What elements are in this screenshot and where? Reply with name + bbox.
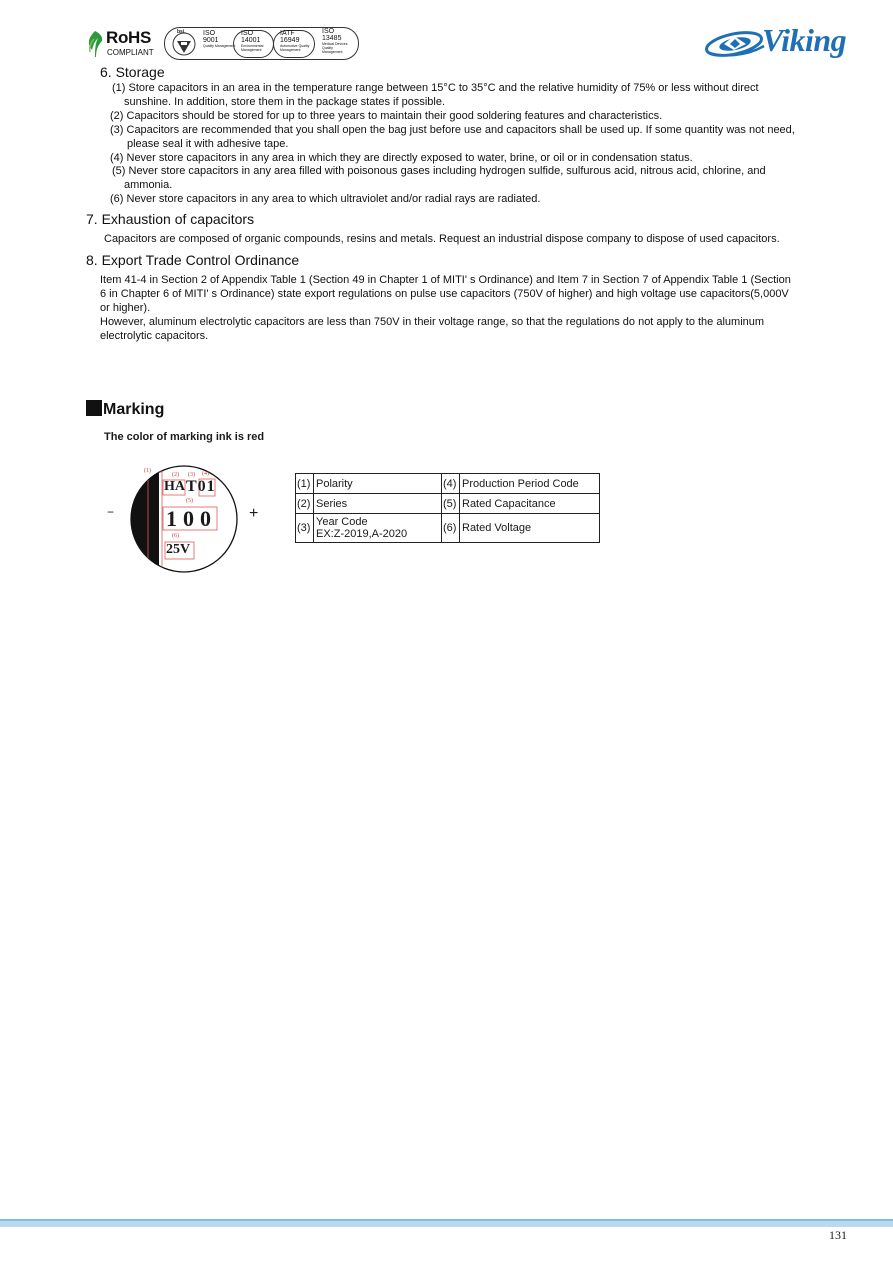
export-line-5: electrolytic capacitors. <box>100 330 209 342</box>
table-cell: (2) <box>296 494 314 514</box>
table-cell: Year Code EX:Z-2019,A-2020 <box>314 514 442 543</box>
table-cell: (4) <box>442 474 460 494</box>
table-cell: Polarity <box>314 474 442 494</box>
export-line-1: Item 41-4 in Section 2 of Appendix Table 1 (Section 49 in Chapter 1 of MITI' s Ordinance) and Item 7 in Section 7 of Appendix Table 1 (Section <box>100 274 791 286</box>
export-line-4: However, aluminum electrolytic capacitors are less than 750V in their voltage range, so that the regulations do not apply to the aluminum <box>100 316 765 328</box>
storage-item-5-cont: ammonia. <box>124 179 173 191</box>
table-cell: Production Period Code <box>460 474 600 494</box>
period-code: T01 <box>186 478 216 495</box>
marking-legend-table <box>295 473 600 543</box>
exhaustion-text: Capacitors are composed of organic compounds, resins and metals. Request an industrial dispose company to dispose of used capacitors. <box>104 233 780 245</box>
page-number: 131 <box>829 1228 847 1242</box>
storage-item-3-cont: please seal it with adhesive tape. <box>127 138 289 150</box>
leaf-icon <box>86 30 104 58</box>
footer-band <box>0 1219 893 1227</box>
storage-item-1: (1) Store capacitors in an area in the temperature range between 15°C to 35°C and the relative humidity of 75% or less without direct <box>112 82 759 94</box>
rohs-badge <box>86 28 166 60</box>
capacitance-code: 100 <box>166 506 217 531</box>
table-cell: (3) <box>296 514 314 543</box>
capacitor-marking-diagram <box>104 462 269 577</box>
minus-sign: − <box>107 505 115 519</box>
viking-logo <box>702 22 852 62</box>
table-row <box>296 474 600 494</box>
plus-sign: + <box>249 505 259 522</box>
export-line-3: or higher). <box>100 302 151 314</box>
storage-item-6: (6) Never store capacitors in any area to which ultraviolet and/or radial rays are radiated. <box>110 193 541 205</box>
cert-iso-13485: ISO 13485 Medical Devices Quality Management <box>322 28 348 54</box>
table-row <box>296 494 600 514</box>
callout-6: (6) <box>172 533 179 539</box>
voltage-code: 25V <box>166 542 191 557</box>
table-cell: Rated Voltage <box>460 514 600 543</box>
cert-iso-14001: ISO 14001 Environmental Management <box>241 30 264 52</box>
table-cell: (1) <box>296 474 314 494</box>
storage-item-2: (2) Capacitors should be stored for up to three years to maintain their good soldering features and characteristics. <box>110 110 663 122</box>
ink-color-note: The color of marking ink is red <box>104 431 265 443</box>
storage-item-3: (3) Capacitors are recommended that you shall open the bag just before use and capacitors shall be used up. If some quantity was not need, <box>110 124 795 136</box>
exhaustion-heading: 7. Exhaustion of capacitors <box>86 211 255 227</box>
series-code: HA <box>164 479 185 494</box>
storage-item-1-cont: sunshine. In addition, store them in the package states if possible. <box>124 96 446 108</box>
marking-heading: Marking <box>86 400 164 419</box>
storage-heading: 6. Storage <box>100 64 165 80</box>
certification-badges <box>164 27 359 60</box>
export-line-2: 6 in Chapter 6 of MITI' s Ordinance) state export regulations on pulse use capacitors (750V of higher) and high voltage use capacitors(5,000V <box>100 288 789 300</box>
callout-4: (4) <box>202 471 209 477</box>
table-cell: Rated Capacitance <box>460 494 600 514</box>
rohs-subtitle: COMPLIANT <box>107 48 154 57</box>
table-cell: (6) <box>442 514 460 543</box>
brand-name: Viking <box>762 22 847 58</box>
callout-5: (5) <box>186 498 193 504</box>
storage-item-4: (4) Never store capacitors in any area in which they are directly exposed to water, brine, or oil or in condensation status. <box>110 152 693 164</box>
square-bullet-icon <box>86 400 102 416</box>
table-row <box>296 514 600 543</box>
export-heading: 8. Export Trade Control Ordinance <box>86 252 300 268</box>
cert-iso-9001: ISO 9001 Quality Management <box>203 30 236 48</box>
cert-iatf-16949: IATF 16949 Automotive Quality Management <box>280 30 310 52</box>
callout-3: (3) <box>188 472 195 478</box>
callout-2: (2) <box>172 472 179 478</box>
storage-item-5: (5) Never store capacitors in any area filled with poisonous gases including hydrogen sulfide, sulfurous acid, nitrous acid, chlorine, and <box>112 165 766 177</box>
table-cell: (5) <box>442 494 460 514</box>
table-cell: Series <box>314 494 442 514</box>
rohs-title: RoHS <box>106 28 152 47</box>
bsi-label: bsi. <box>177 29 186 35</box>
callout-1: (1) <box>144 468 151 474</box>
